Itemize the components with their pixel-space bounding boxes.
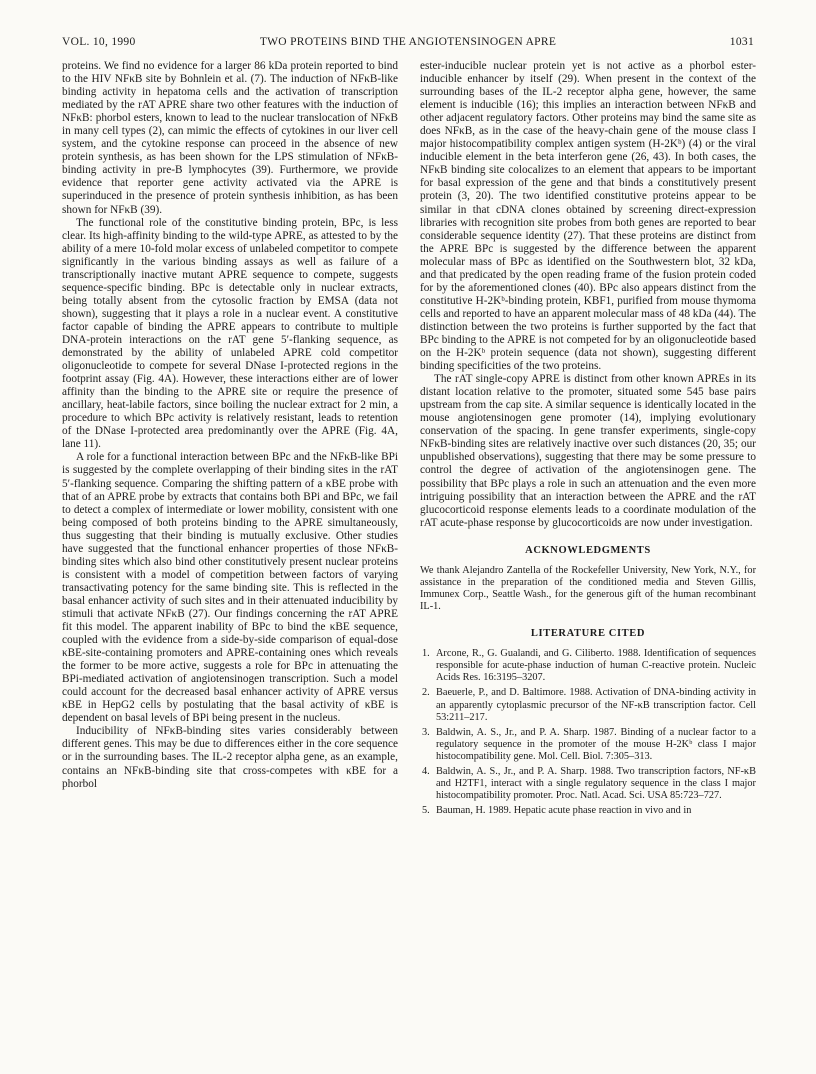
paragraph: proteins. We find no evidence for a larger 86 kDa protein reported to bind to the HIV NFκB site by Bohnlein et al. (7). The induction of NFκB-like binding activity in hepatoma cells and the activation of transcription mediated by the rAT APRE share two other features with the induction of NFκB: phorbol esters, known to lead to the nuclear translocation of NFκB in many cell types (2), can mimic the effects of cytokines in our liver cell system, and the cytokine response can proceed in the absence of new protein synthesis, as has been shown for the LPS stimulation of NFκB-binding activity in pre-B lymphocytes (39). Furthermore, we provide evidence that reporter gene activity activated via the APRE is superinduced in the presence of protein synthesis inhibition, as has been shown for NFκB (39). xyxy=(62,60,398,216)
reference-text: Arcone, R., G. Gualandi, and G. Ciliberto. 1988. Identification of sequences responsible for acute-phase induction of human C-reactive protein. Nucleic Acids Res. 16:3195–3207. xyxy=(436,648,756,684)
volume-label: VOL. 10, 1990 xyxy=(62,36,136,48)
reference-text: Bauman, H. 1989. Hepatic acute phase reaction in vivo and in xyxy=(436,805,692,817)
reference-text: Baeuerle, P., and D. Baltimore. 1988. Activation of DNA-binding activity in an apparently cytoplasmic precursor of the NF-κB transcription factor. Cell 53:211–217. xyxy=(436,687,756,723)
reference-text: Baldwin, A. S., Jr., and P. A. Sharp. 1988. Two transcription factors, NF-κB and H2TF1, interact with a single regulatory sequence in the class I major histocompatibility promoter. Proc. Natl. Acad. Sci. USA 85:723–727. xyxy=(436,766,756,802)
paragraph: The rAT single-copy APRE is distinct from other known APREs in its distant location relative to the promoter, situated some 545 base pairs upstream from the cap site. A similar sequence is identically located in the mouse angiotensinogen gene promoter (14), implying evolutionary conservation of the spacing. In gene transfer experiments, single-copy NFκB-binding sites are relatively inactive over such distances (20, 35; our unpublished observations), suggesting that there may be some pressure to control the degree of activation of the angiotensinogen gene. The possibility that BPc plays a role in such an attenuation and the even more intriguing possibility that an interaction between the APRE and the rAT glucocorticoid response elements leads to a coordinate modulation of the rAT acute-phase response by glucocorticoids are now under investigation. xyxy=(420,373,756,529)
reference-number: 1. xyxy=(422,648,430,660)
reference-number: 4. xyxy=(422,766,430,777)
right-column xyxy=(420,60,756,820)
page-number: 1031 xyxy=(729,36,754,48)
reference-number: 5. xyxy=(422,805,430,817)
reference-number: 3. xyxy=(422,726,430,738)
acknowledgments-text: We thank Alejandro Zantella of the Rockefeller University, New York, N.Y., for assistance in the preparation of the conditioned media and Steven Gillis, Immunex Corp., Seattle Wash., for the generous gift of the human recombinant IL-1. xyxy=(420,564,756,613)
paragraph: Inducibility of NFκB-binding sites varies considerably between different genes. This may be due to differences either in the core sequence or in the surrounding bases. The IL-2 receptor alpha gene, as an example, contains an NFκB-binding site that cross-competes with κBE for a phorbol xyxy=(62,725,398,790)
reference-text: Baldwin, A. S., Jr., and P. A. Sharp. 1987. Binding of a nuclear factor to a regulatory sequence in the promoter of the mouse H-2Kᵇ class I major histocompatibility gene. Mol. Cell. Biol. 7:305–313. xyxy=(436,726,756,762)
reference-number: 2. xyxy=(422,687,430,699)
reference-item xyxy=(420,687,756,723)
running-header xyxy=(62,36,754,52)
reference-item xyxy=(420,805,756,817)
literature-heading: LITERATURE CITED xyxy=(530,628,646,640)
paragraph: ester-inducible nuclear protein yet is not active as a phorbol ester-inducible enhancer by itself (29). When present in the context of the surrounding bases of the IL-2 receptor alpha gene, however, the same element is inducible (16); this implies an interaction between NFκB and other adjacent regulatory factors. Other proteins may bind the same site as does NFκB, as in the case of the heavy-chain gene of the mouse class I major histocompatibility complex antigen system (H-2Kᵇ) (4) or the viral inducible element in the beta interferon gene (26, 43). In both cases, the NFκB binding site colocalizes to an element that appears to be important for basal expression of the gene and that binds a constitutively present protein (3, 20). The two identified constitutive proteins appear to be similar in that cDNA clones obtained by screening direct-expression libraries with recognition site probes from both genes are reported to bear considerable sequence identity (27). That these proteins are distinct from the APRE BPc is suggested by the difference between the apparent molecular mass of BPc as identified on the Southwestern blot, 32 kDa, and that predicated by the open reading frame of the fusion protein coded for by the aforementioned clones (40). BPc also appears distinct from the constitutive H-2Kᵇ-binding protein, KBF1, purified from mouse thymoma cells and reported to have an apparent molecular mass of 48 kDa (44). The distinction between the two proteins is further supported by the fact that BPc binding to the APRE is not competed for by an oligonucleotide based on the H-2Kᵇ protein sequence (data not shown), suggesting different binding specificities of the two proteins. xyxy=(420,60,756,373)
reference-list xyxy=(420,648,756,817)
reference-item xyxy=(420,648,756,684)
paragraph: The functional role of the constitutive binding protein, BPc, is less clear. Its high-affinity binding to the wild-type APRE, as attested to by the ability of a mere 10-fold molar excess of unlabeled competitor to compete significantly in the various binding assays as well as failure of a transcriptionally inactive mutant APRE sequence to compete, suggests sequence-specific binding. BPc is detectable only in nuclear extracts, being totally absent from the cytosolic fraction by EMSA (data not shown), suggesting that it plays a role in a nuclear event. A constitutive factor capable of binding the APRE appears to contribute to multiple DNA-protein interactions on the rAT gene 5′-flanking sequence, as demonstrated by the ability of unlabeled APRE cold competitor oligonucleotide to compete for several DNase I-protected regions in the footprint assay (Fig. 4A). However, these interactions either are of lower affinity than the binding to the APRE site or require the presence of ancillary, heat-labile factors, since boiling the nuclear extract for 2 min, a procedure to which BPc activity is relatively resistant, leads to retention of the DNase I-protected area predominantly over the APRE (Fig. 4A, lane 11). xyxy=(62,216,398,451)
reference-item xyxy=(420,766,756,802)
paragraph: A role for a functional interaction between BPc and the NFκB-like BPi is suggested by the complete overlapping of their binding sites in the rAT 5′-flanking sequence. Comparing the shifting pattern of a κBE probe with that of an APRE probe by extracts that contains both BPi and BPc, we fail to detect a complex of intermediate or lower mobility, consistent with one being composed of both proteins binding to the APRE simultaneously, thus suggesting that their binding is mutually exclusive. Other studies have suggested that the functional enhancer properties of those NFκB-binding sites which also bind other constitutively present nuclear proteins is consistent with a model of competition between factors of varying transactivating potency for the same binding site. This is reflected in the basal enhancer activity of such sites and in their attenuated inducibility by stimuli that activate NFκB (27). Our findings concerning the rAT APRE fit this model. The apparent inability of BPc to bind the κBE sequence, coupled with the evidence from a side-by-side comparison of equal-dose κBE-site-containing promoters and APRE-containing ones which reveals the former to be more active, suggests a role for BPc in attenuating the BPi-mediated activation of angiotensinogen transcription. Such a model could account for the decreased basal enhancer activity of APRE versus κBE in HepG2 cells by postulating that the basal activity of κBE is dependent on basal levels of BPi being present in the nucleus. xyxy=(62,451,398,725)
acknowledgments-heading: ACKNOWLEDGMENTS xyxy=(525,544,651,556)
left-column xyxy=(62,60,398,791)
reference-item xyxy=(420,727,756,763)
running-title: TWO PROTEINS BIND THE ANGIOTENSINOGEN APRE xyxy=(259,36,557,48)
